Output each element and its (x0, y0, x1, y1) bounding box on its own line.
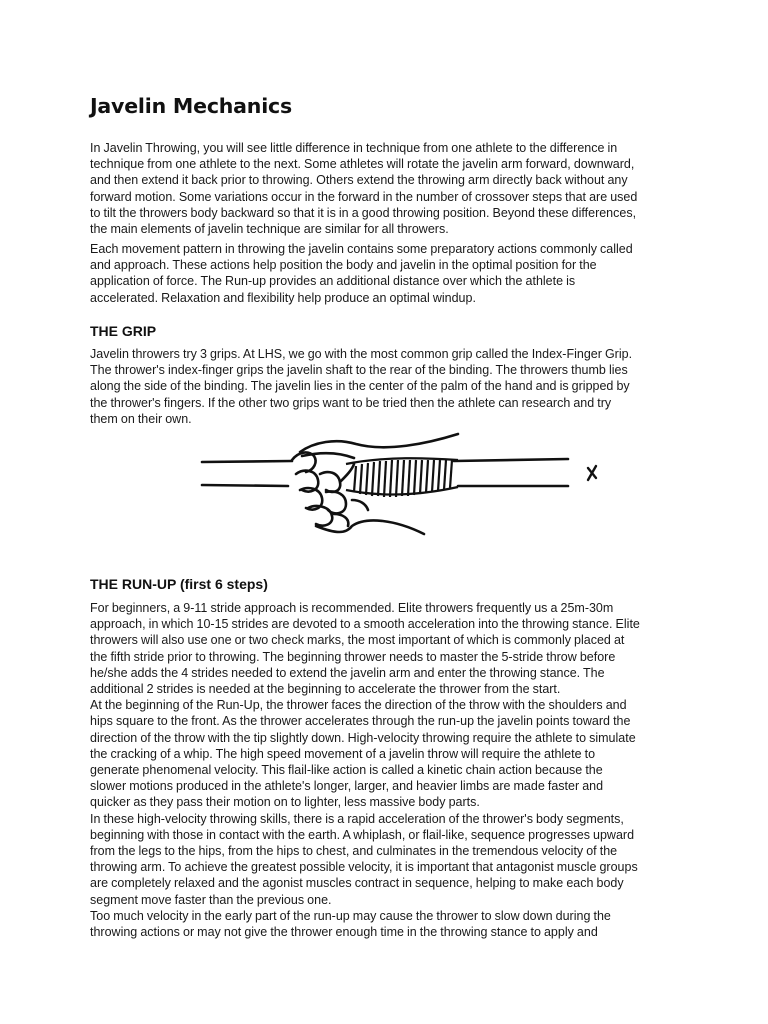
javelin-binding (346, 458, 458, 497)
runup-heading: THE RUN-UP (first 6 steps) (90, 576, 268, 592)
grip-paragraph: Javelin throwers try 3 grips. At LHS, we go with the most common grip called the Index-Finger Grip. The thrower's index-finger grips the javelin shaft to the rear of the binding. The throwers thumb lies along the side of the binding. The javelin lies in the center of the palm of the hand and is gripped by the thrower's fingers. If the other two grips want to be tried then the athlete can research and try them on their own. (90, 347, 633, 426)
grip-heading: THE GRIP (90, 323, 157, 339)
javelin-grip-illustration (196, 430, 604, 542)
intro-paragraph-1: In Javelin Throwing, you will see little difference in technique from one athlete to the difference in technique from one athlete to the next. Some athletes will rotate the javelin arm forward, downward, and then extend it back prior to throwing. Others extend the throwing arm directly back without any forward motion. Some variations occur in the forward in the number of crossover steps that are used to tilt the throwers body backward so that it is in a good throwing position. Beyond these differences, the main elements of javelin technique are similar for all throwers. (90, 141, 638, 237)
intro-paragraph-2: Each movement pattern in throwing the javelin contains some preparatory actions commonly called and approach. These actions help position the body and javelin in the optimal position for the application of force. The Run-up provides an additional distance over which the athlete is accelerated. Relaxation and flexibility help produce an optimal windup. (90, 242, 633, 305)
runup-paragraph: For beginners, a 9-11 stride approach is recommended. Elite throwers frequently us a 25m-30m approach, in which 10-15 strides are devoted to a smooth acceleration into the throwing stance. Elite throwers will also use one or two check marks, the most important of which is commonly placed at the fifth stride prior to throwing. The beginning thrower needs to master the 5-stride throw before he/she adds the 4 strides needed to extend the javelin arm and enter the throwing stance. The additional 2 strides is needed at the beginning to accelerate the thrower from the start. At the beginning of the Run-Up, the thrower faces the direction of the throw with the shoulders and hips square to the front. As the thrower accelerates through the run-up the javelin points toward the direction of the throw with the tip slightly down. High-velocity throwing require the athlete to simulate the cracking of a whip. The high speed movement of a javelin throw will require the athlete to generate phenomenal velocity. This flail-like action is called a kinetic chain action because the slower motions produced in the athlete's longer, larger, and heavier limbs are made faster and quicker as they pass their motion on to lighter, less massive body parts. In these high-velocity throwing skills, there is a rapid acceleration of the thrower's body segments, beginning with those in contact with the earth. A whiplash, or flail-like, sequence progresses upward from the legs to the hips, from the hips to chest, and culminates in the tremendous velocity of the throwing arm. To achieve the greatest possible velocity, it is important that antagonist muscle groups are completely relaxed and the agonist muscles contract in sequence, helping to make each body segment move faster than the previous one. Too much velocity in the early part of the run-up may cause the thrower to slow down during the throwing actions or may not give the thrower enough time in the throwing stance to apply and (90, 601, 640, 940)
grip-drawing-svg (196, 430, 604, 542)
x-mark (588, 466, 596, 480)
page-title: Javelin Mechanics (90, 94, 292, 118)
